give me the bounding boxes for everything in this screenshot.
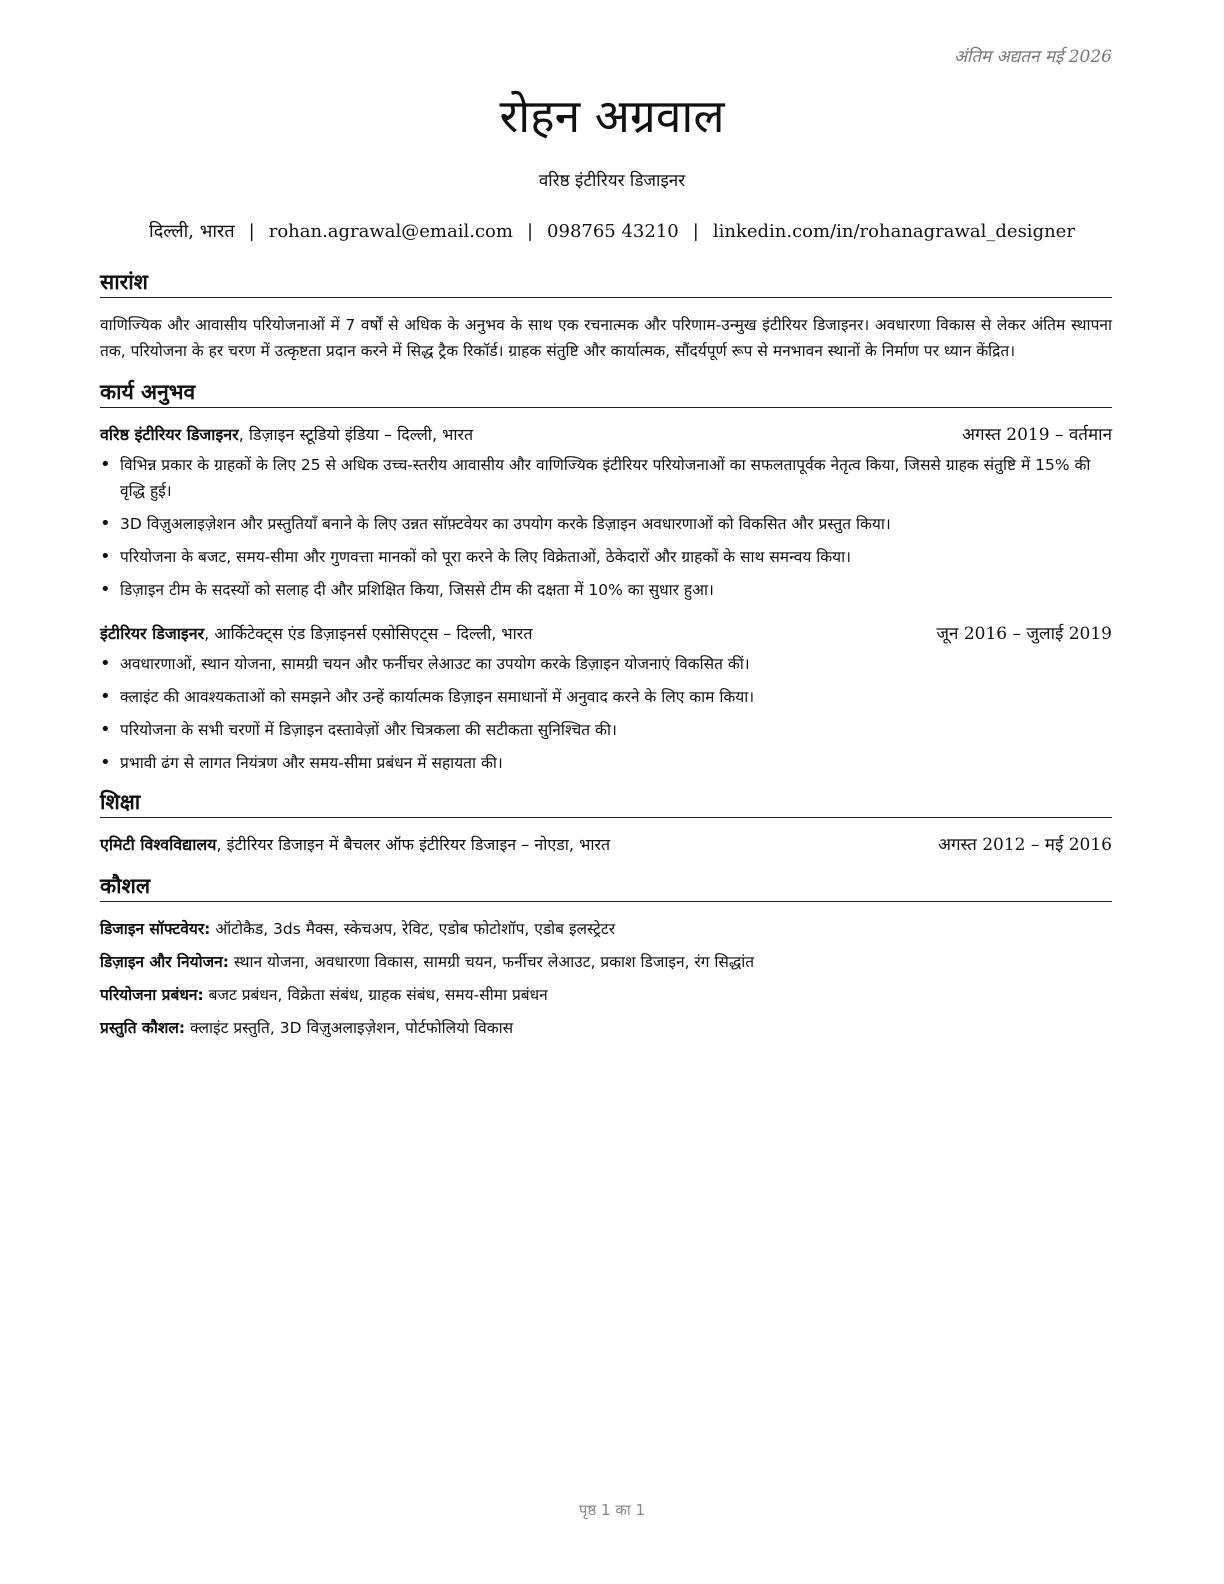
- skill-row: [100, 1015, 1112, 1041]
- job-dates: अगस्त 2019 – वर्तमान: [962, 425, 1112, 445]
- bullet-item: • डिज़ाइन टीम के सदस्यों को सलाह दी और प्रशिक्षित किया, जिससे टीम की दक्षता में 10% का सुधार हुआ।: [120, 577, 1112, 603]
- summary-section: [100, 268, 1112, 364]
- skill-label: प्रस्तुति कौशल:: [100, 1019, 186, 1037]
- job-header: [100, 422, 1112, 448]
- education-degree: , इंटीरियर डिजाइन में बैचलर ऑफ इंटीरियर डिजाइन – नोएडा, भारत: [216, 835, 611, 854]
- job-bullets: [100, 651, 1112, 776]
- job-company: , आर्किटेक्ट्स एंड डिज़ाइनर्स एसोसिएट्स – दिल्ली, भारत: [204, 624, 533, 643]
- education-dates: अगस्त 2012 – मई 2016: [937, 835, 1112, 855]
- experience-section: [100, 378, 1112, 776]
- contact-email[interactable]: rohan.agrawal@email.com: [268, 221, 513, 242]
- skill-value: ऑटोकैड, 3ds मैक्स, स्केचअप, रेविट, एडोब फोटोशॉप, एडोब इलस्ट्रेटर: [210, 920, 616, 938]
- job-company: , डिज़ाइन स्टूडियो इंडिया – दिल्ली, भारत: [238, 425, 474, 444]
- skill-value: बजट प्रबंधन, विक्रेता संबंध, ग्राहक संबंध, समय-सीमा प्रबंधन: [203, 986, 548, 1004]
- bullet-item: • अवधारणाओं, स्थान योजना, सामग्री चयन और फर्नीचर लेआउट का उपयोग करके डिज़ाइन योजनाएं विकसित कीं।: [120, 651, 1112, 677]
- skill-label: परियोजना प्रबंधन:: [100, 986, 204, 1004]
- section-heading: सारांश: [100, 268, 1112, 298]
- job-role: वरिष्ठ इंटीरियर डिजाइनर: [100, 425, 239, 444]
- bullet-item: • विभिन्न प्रकार के ग्राहकों के लिए 25 से अधिक उच्च-स्तरीय आवासीय और वाणिज्यिक इंटीरियर परियोजनाओं का सफलतापूर्वक नेतृत्व किया, जिससे ग्राहक संतुष्टि में 15% की वृद्धि हुई।: [120, 452, 1112, 504]
- skill-label: डिज़ाइन और नियोजन:: [100, 953, 229, 971]
- last-updated: अंतिम अद्यतन मई 2026: [953, 47, 1112, 67]
- job-header: [100, 621, 1112, 647]
- bullet-item: • परियोजना के बजट, समय-सीमा और गुणवत्ता मानकों को पूरा करने के लिए विक्रेताओं, ठेकेदारों और ग्राहकों के साथ समन्वय किया।: [120, 544, 1112, 570]
- skills-section: [100, 872, 1112, 1041]
- contact-separator: |: [526, 221, 534, 242]
- candidate-name: रोहन अग्रवाल: [499, 89, 725, 143]
- bullet-item: • 3D विज़ुअलाइज़ेशन और प्रस्तुतियाँ बनाने के लिए उन्नत सॉफ़्टवेयर का उपयोग करके डिज़ाइन अवधारणाओं को विकसित और प्रस्तुत किया।: [120, 511, 1112, 537]
- job-entry: [100, 621, 1112, 776]
- contact-line: [0, 219, 1224, 243]
- job-role: इंटीरियर डिजाइनर: [100, 624, 205, 643]
- section-heading: शिक्षा: [100, 788, 1112, 818]
- contact-phone: 098765 43210: [547, 221, 679, 242]
- contact-separator: |: [248, 221, 255, 242]
- job-bullets: [100, 452, 1112, 603]
- job-entry: [100, 422, 1112, 603]
- education-section: [100, 788, 1112, 858]
- skill-label: डिजाइन सॉफ्टवेयर:: [100, 920, 211, 938]
- education-institution: एमिटी विश्वविद्यालय: [100, 835, 217, 854]
- resume-content: [100, 268, 1112, 1048]
- bullet-item: • क्लाइंट की आवश्यकताओं को समझने और उन्हें कार्यात्मक डिज़ाइन समाधानों में अनुवाद करने के लिए काम किया।: [120, 684, 1112, 710]
- page-number: पृष्ठ 1 का 1: [578, 1501, 646, 1519]
- education-entry: [100, 832, 1112, 858]
- skill-row: [100, 949, 1112, 975]
- skill-row: [100, 916, 1112, 942]
- bullet-item: • प्रभावी ढंग से लागत नियंत्रण और समय-सीमा प्रबंधन में सहायता की।: [120, 750, 1112, 776]
- skill-row: [100, 982, 1112, 1008]
- contact-separator: |: [692, 221, 699, 242]
- bullet-item: • परियोजना के सभी चरणों में डिज़ाइन दस्तावेज़ों और चित्रकला की सटीकता सुनिश्चित की।: [120, 717, 1112, 743]
- job-dates: जून 2016 – जुलाई 2019: [936, 624, 1112, 644]
- skill-value: स्थान योजना, अवधारणा विकास, सामग्री चयन, फर्नीचर लेआउट, प्रकाश डिजाइन, रंग सिद्धांत: [228, 953, 755, 971]
- candidate-title: वरिष्ठ इंटीरियर डिजाइनर: [538, 171, 686, 191]
- section-heading: कार्य अनुभव: [100, 378, 1112, 408]
- skill-value: क्लाइंट प्रस्तुति, 3D विज़ुअलाइज़ेशन, पोर्टफोलियो विकास: [185, 1019, 514, 1037]
- section-heading: कौशल: [100, 872, 1112, 902]
- summary-text: वाणिज्यिक और आवासीय परियोजनाओं में 7 वर्षों से अधिक के अनुभव के साथ एक रचनात्मक और परिणाम-उन्मुख इंटीरियर डिजाइनर। अवधारणा विकास से लेकर अंतिम स्थापना तक, परियोजना के हर चरण में उत्कृष्टता प्रदान करने में सिद्ध ट्रैक रिकॉर्ड। ग्राहक संतुष्टि और कार्यात्मक, सौंदर्यपूर्ण रूप से मनभावन स्थानों के निर्माण पर ध्यान केंद्रित।: [100, 316, 1112, 360]
- contact-location: दिल्ली, भारत: [149, 221, 235, 242]
- contact-linkedin[interactable]: linkedin.com/in/rohanagrawal_designer: [712, 221, 1075, 242]
